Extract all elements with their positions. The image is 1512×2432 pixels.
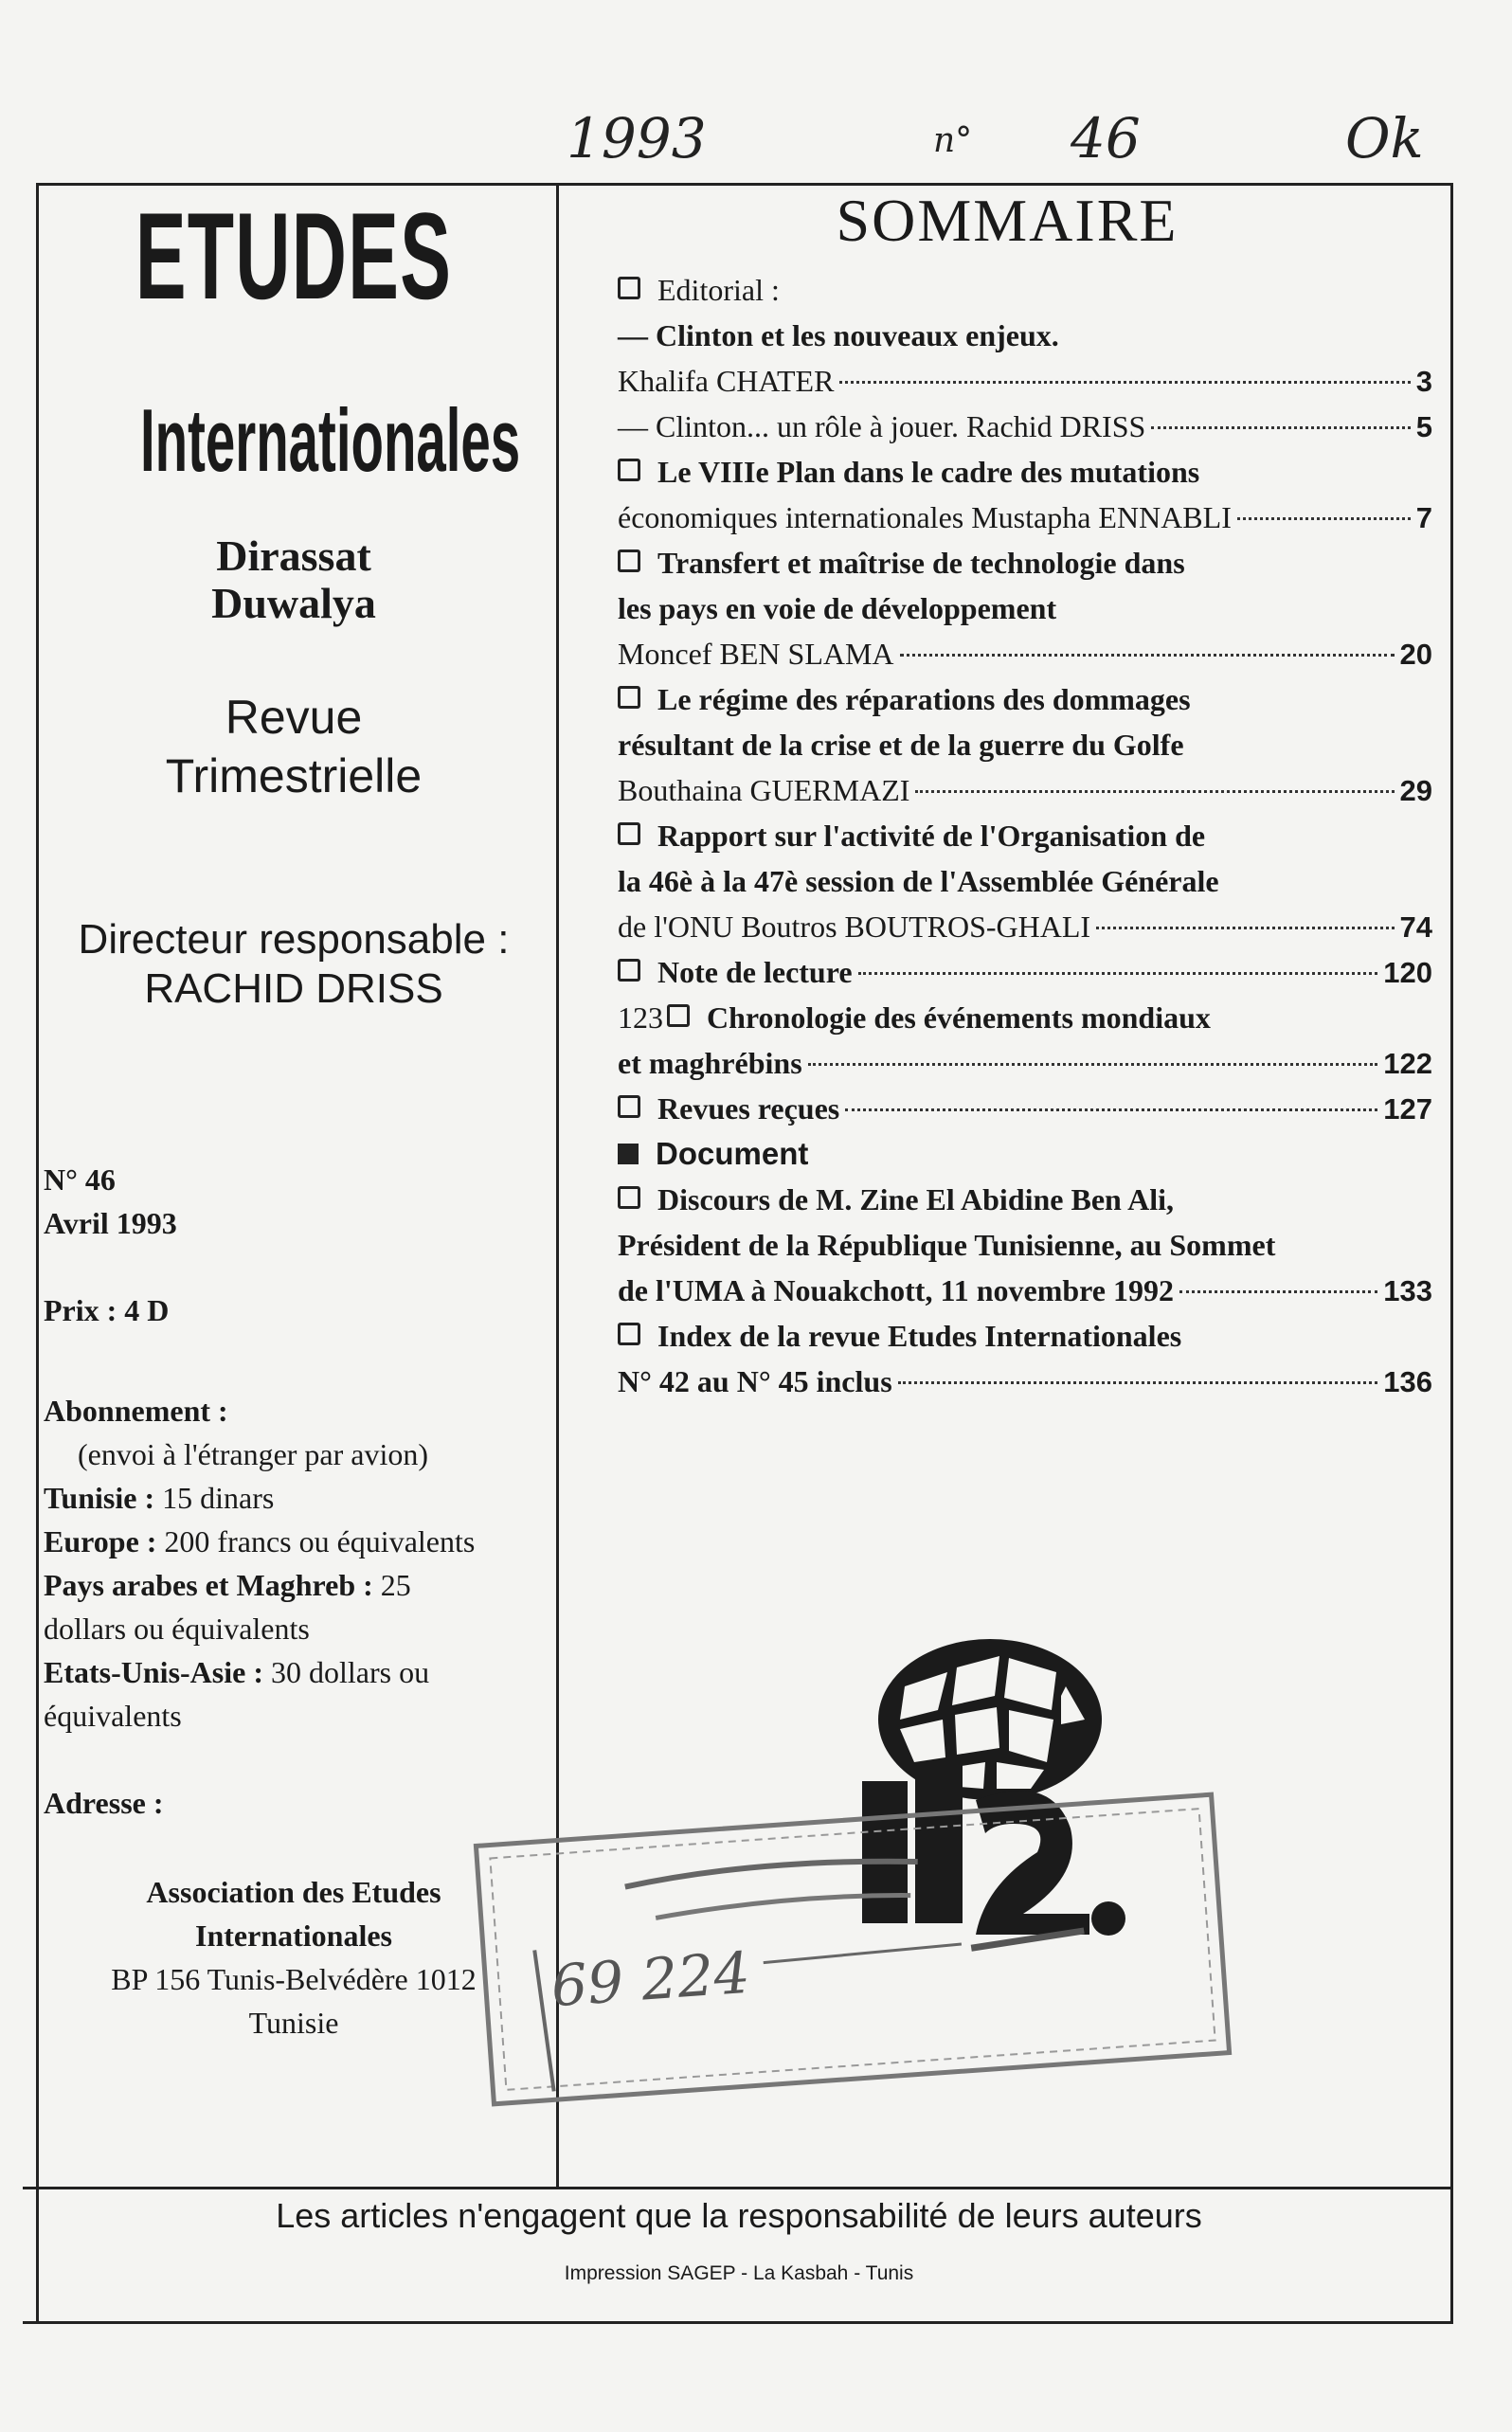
toc-entry: de l'UMA à Nouakchott, 11 novembre 1992 133 — [618, 1273, 1432, 1307]
address-line3: BP 156 Tunis-Belvédère 1012 — [111, 1962, 477, 1996]
subscription-rate: Tunisie : 15 dinars — [44, 1481, 275, 1515]
toc-entry: économiques internationales Mustapha ENNABLI 7 — [618, 500, 1432, 534]
toc-entry: et maghrébins 122 — [618, 1046, 1432, 1080]
frame-footer-divider — [23, 2187, 1453, 2189]
checkbox-icon — [618, 1095, 640, 1118]
issue-date: Avril 1993 — [44, 1206, 177, 1240]
arabic-title-line2: Duwalya — [211, 579, 376, 627]
handwritten-issue-label: n° — [933, 121, 973, 160]
handwritten-check: Ok — [1345, 106, 1424, 171]
subscription-rate: Etats-Unis-Asie : 30 dollars ou — [44, 1655, 430, 1689]
subscription-rate: Pays arabes et Maghreb : 25 — [44, 1568, 411, 1602]
toc-entry: N° 42 au N° 45 inclus 136 — [618, 1364, 1432, 1398]
toc-entry: Bouthaina GUERMAZI 29 — [618, 773, 1432, 807]
issue-price: Prix : 4 D — [44, 1293, 170, 1327]
toc-entry: les pays en voie de développement — [618, 591, 1057, 625]
toc-entry: Discours de M. Zine El Abidine Ben Ali, — [618, 1177, 1432, 1222]
revue-type-line2: Trimestrielle — [165, 749, 423, 802]
director-name: RACHID DRISS — [144, 965, 443, 1012]
toc-entry: Moncef BEN SLAMA 20 — [618, 637, 1432, 671]
subscription-heading: Abonnement : — [44, 1394, 228, 1428]
checkbox-icon — [667, 1004, 690, 1027]
toc-entry: Editorial : — [618, 267, 1432, 313]
issue-number: N° 46 — [44, 1162, 116, 1197]
toc-entry: Rapport sur l'activité de l'Organisation de — [618, 813, 1432, 858]
handwritten-issue-number: 46 — [1071, 106, 1141, 171]
printer-credit: Impression SAGEP - La Kasbah - Tunis — [564, 2262, 914, 2284]
address-line1: Association des Etudes — [146, 1875, 441, 1909]
toc-entry: — Clinton et les nouveaux enjeux. — [618, 318, 1059, 352]
toc-entry: Président de la République Tunisienne, au Sommet — [618, 1228, 1276, 1262]
toc-entry: Le VIIIe Plan dans le cadre des mutations — [618, 449, 1432, 495]
address-line2: Internationales — [195, 1919, 392, 1953]
toc-entry: Transfert et maîtrise de technologie dans — [618, 540, 1432, 585]
toc-entry: Document — [618, 1131, 1432, 1177]
arabic-title-line1: Dirassat — [216, 531, 371, 580]
toc-entry: 123 Chronologie des événements mondiaux — [618, 1000, 1211, 1035]
toc-entry: résultant de la crise et de la guerre du Golfe — [618, 728, 1184, 762]
director-label: Directeur responsable : — [78, 916, 510, 963]
checkbox-icon — [618, 277, 640, 299]
subscription-note: (envoi à l'étranger par avion) — [78, 1437, 429, 1471]
checkbox-icon — [618, 459, 640, 481]
toc-entry: Le régime des réparations des dommages — [618, 676, 1432, 722]
frame-right — [1450, 183, 1453, 2324]
checkbox-icon — [618, 1323, 640, 1345]
address-line4: Tunisie — [248, 2006, 339, 2040]
checkbox-icon — [618, 549, 640, 572]
toc-entry: — Clinton... un rôle à jouer. Rachid DRISS 5 — [618, 409, 1432, 443]
stamp-handwritten-number: 69 224 — [549, 1939, 752, 2021]
sommaire-title: SOMMAIRE — [836, 187, 1179, 254]
toc-entry: Khalifa CHATER 3 — [618, 364, 1432, 398]
subscription-rate: Europe : 200 francs ou équivalents — [44, 1524, 476, 1558]
filled-square-icon — [618, 1144, 639, 1164]
masthead-title-line1: ETUDES — [135, 187, 453, 325]
toc-entry: Note de lecture 120 — [618, 949, 1432, 995]
checkbox-icon — [618, 1186, 640, 1209]
checkbox-icon — [618, 686, 640, 709]
toc-entry: Revues reçues 127 — [618, 1086, 1432, 1131]
address-heading: Adresse : — [44, 1786, 164, 1820]
revue-type-line1: Revue — [225, 691, 363, 744]
subscription-rate-cont: équivalents — [44, 1699, 182, 1733]
subscription-rate-cont: dollars ou équivalents — [44, 1612, 310, 1646]
checkbox-icon — [618, 959, 640, 982]
disclaimer: Les articles n'engagent que la responsabilité de leurs auteurs — [276, 2196, 1202, 2235]
toc-entry: Index de la revue Etudes Internationales — [618, 1313, 1432, 1359]
frame-bottom — [23, 2321, 1453, 2324]
toc-entry: la 46è à la 47è session de l'Assemblée Générale — [618, 864, 1219, 898]
library-stamp — [470, 1789, 1235, 2110]
sommaire-list — [618, 267, 1432, 1404]
checkbox-icon — [618, 822, 640, 845]
masthead-title-line2: Internationales — [140, 390, 521, 490]
toc-entry: de l'ONU Boutros BOUTROS-GHALI 74 — [618, 910, 1432, 944]
handwritten-year: 1993 — [567, 106, 707, 171]
